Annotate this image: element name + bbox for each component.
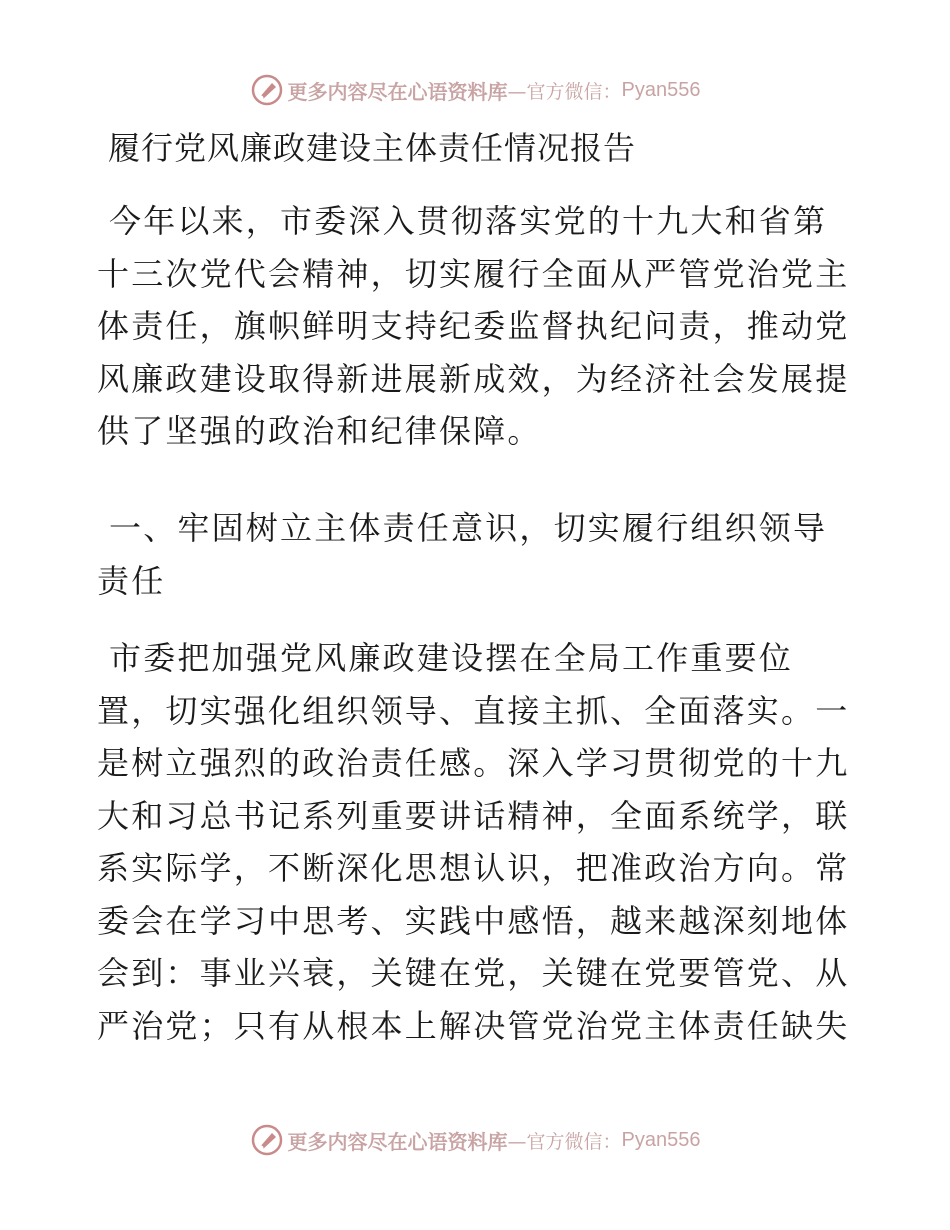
paragraph-section-1: 市委把加强党风廉政建设摆在全局工作重要位置，切实强化组织领导、直接主抓、全面落实。一是树立强烈的政治责任感。深入学习贯彻党的十九大和习总书记系列重要讲话精神，全面系统学，联系实际学，不断深化思想认识，把准政治方向。常委会在学习中思考、实践中感悟，越来越深刻地体会到：事业兴衰，关键在党，关键在党要管党、从严治党；只有从根本上解决管党治党主体责任缺失 <box>97 639 850 1045</box>
pen-nib-logo-icon <box>250 73 284 107</box>
banner-text: 更多内容尽在心语资料库 <box>287 1129 508 1154</box>
pen-nib-logo-icon <box>250 1123 284 1157</box>
banner-wechat-handle: Pyan556 <box>621 1128 701 1151</box>
banner-official-label: —官方微信： <box>507 80 622 103</box>
document-title: 履行党风廉政建设主体责任情况报告 <box>108 129 637 167</box>
banner-text: 更多内容尽在心语资料库 <box>287 79 508 104</box>
banner-wechat-handle: Pyan556 <box>621 78 701 101</box>
paragraph-intro: 今年以来，市委深入贯彻落实党的十九大和省第十三次党代会精神，切实履行全面从严管党治党主体责任，旗帜鲜明支持纪委监督执纪问责，推动党风廉政建设取得新进展新成效，为经济社会发展提供了坚强的政治和纪律保障。 <box>97 202 850 450</box>
section-heading-1: 一、牢固树立主体责任意识，切实履行组织领导责任 <box>97 509 828 600</box>
footer-banner <box>0 1120 950 1160</box>
banner-official-label: —官方微信： <box>507 1130 622 1153</box>
header-banner <box>0 70 950 110</box>
